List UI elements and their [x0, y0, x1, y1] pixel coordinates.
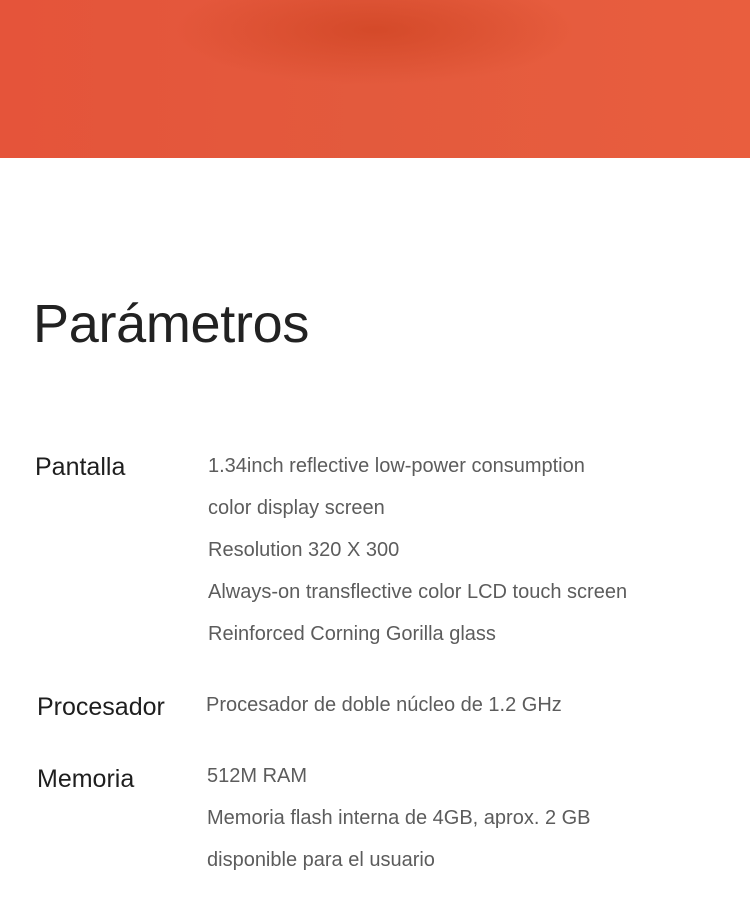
- spec-value-line: Resolution 320 X 300: [208, 539, 400, 561]
- spec-value-line: Memoria flash interna de 4GB, aprox. 2 GB: [207, 807, 591, 829]
- spec-value-line: disponible para el usuario: [207, 849, 435, 871]
- spec-values-memoria: [207, 755, 591, 881]
- spec-value-line: Always-on transflective color LCD touch screen: [208, 581, 628, 603]
- spec-label-procesador: Procesador: [37, 693, 165, 721]
- page-title: Parámetros: [33, 294, 310, 354]
- spec-label-memoria: Memoria: [37, 765, 135, 793]
- header-banner: [0, 0, 750, 158]
- spec-value-line: 512M RAM: [207, 765, 308, 787]
- spec-value-line: 1.34inch reflective low-power consumption: [208, 455, 585, 477]
- spec-values-pantalla: [208, 445, 627, 655]
- spec-values-procesador: [206, 684, 562, 726]
- spec-label-pantalla: Pantalla: [35, 453, 126, 481]
- spec-value-line: Reinforced Corning Gorilla glass: [208, 623, 496, 645]
- spec-value-line: Procesador de doble núcleo de 1.2 GHz: [206, 694, 562, 716]
- spec-value-line: color display screen: [208, 497, 385, 519]
